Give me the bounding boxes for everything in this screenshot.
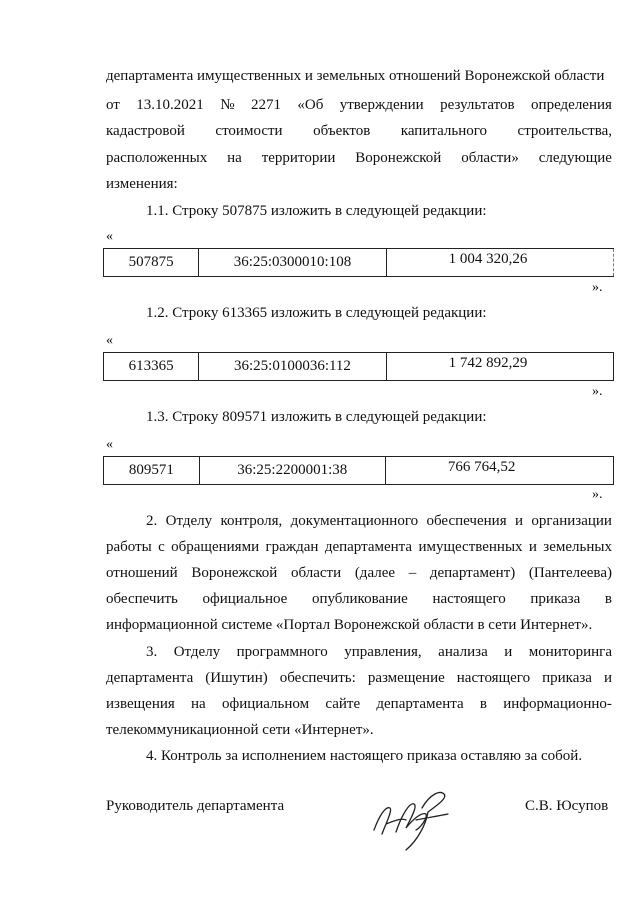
close-quote: ». bbox=[592, 280, 603, 295]
word: приказа bbox=[542, 670, 592, 686]
item4-line: 4. Контроль за исполнением настоящего приказа оставляю за собой. bbox=[146, 748, 583, 764]
intro-line-2 bbox=[106, 97, 612, 114]
open-quote: « bbox=[106, 437, 113, 452]
word: Отделу bbox=[165, 513, 213, 529]
word: программного bbox=[236, 644, 328, 660]
row-number: 613365 bbox=[104, 353, 199, 381]
word: обеспечения bbox=[426, 513, 507, 529]
word: с bbox=[158, 539, 165, 555]
table-row bbox=[104, 249, 614, 277]
word: и bbox=[603, 670, 612, 686]
word: работы bbox=[106, 539, 152, 555]
word: департамента bbox=[106, 670, 194, 686]
word: департамент) bbox=[429, 565, 516, 581]
word: организации bbox=[531, 513, 612, 529]
close-quote: ». bbox=[592, 384, 603, 399]
word: области bbox=[291, 565, 342, 581]
word: кадастровой bbox=[106, 123, 185, 139]
cadastral-number: 36:25:0300010:108 bbox=[199, 249, 386, 277]
word: от bbox=[106, 97, 120, 113]
word: обеспечить bbox=[106, 591, 178, 607]
word: Воронежской bbox=[355, 150, 442, 166]
close-quote: ». bbox=[592, 487, 603, 502]
cadastral-number: 36:25:2200001:38 bbox=[199, 457, 385, 485]
amendment-table-3 bbox=[103, 456, 614, 485]
word: извещения bbox=[106, 696, 175, 712]
amendment-heading-3: 1.3. Строку 809571 изложить в следующей редакции: bbox=[146, 409, 487, 425]
intro-line-3 bbox=[106, 123, 612, 140]
item3-line-4: телекоммуникационной сети «Интернет». bbox=[106, 722, 374, 738]
word: мониторинга bbox=[528, 644, 612, 660]
word: обращениями bbox=[171, 539, 260, 555]
item2-line-1 bbox=[146, 513, 612, 530]
word: утверждении bbox=[339, 97, 424, 113]
word: и bbox=[528, 539, 537, 555]
word: Воронежской bbox=[191, 565, 278, 581]
word: отношений bbox=[106, 565, 178, 581]
word: размещение bbox=[367, 670, 445, 686]
amendment-heading-2: 1.2. Строку 613365 изложить в следующей редакции: bbox=[146, 305, 487, 321]
word: – bbox=[408, 565, 417, 581]
word: контроля, bbox=[220, 513, 283, 529]
word: определения bbox=[531, 97, 612, 113]
word: в bbox=[479, 696, 487, 712]
item2-line-4 bbox=[106, 591, 612, 608]
word: «Об bbox=[297, 97, 324, 113]
intro-line-1: департамента имущественных и земельных отношений Воронежской области bbox=[106, 68, 605, 84]
open-quote: « bbox=[106, 229, 113, 244]
word: граждан bbox=[265, 539, 319, 555]
item3-line-2 bbox=[106, 670, 612, 687]
word: приказа bbox=[530, 591, 581, 607]
word: управления, bbox=[344, 644, 422, 660]
word: области» bbox=[461, 150, 519, 166]
item2-line-5: информационной системе «Портал Воронежской области в сети Интернет». bbox=[106, 617, 593, 633]
word: информационно- bbox=[503, 696, 612, 712]
word: (Ишутин) bbox=[205, 670, 268, 686]
row-number: 809571 bbox=[104, 457, 200, 485]
row-number: 507875 bbox=[104, 249, 199, 277]
word: и bbox=[504, 644, 513, 660]
word: на bbox=[227, 150, 242, 166]
item2-line-2 bbox=[106, 539, 612, 556]
word: 2. bbox=[146, 513, 158, 529]
word: 3. bbox=[146, 644, 158, 660]
word: настоящего bbox=[456, 670, 531, 686]
word: (далее bbox=[354, 565, 396, 581]
item3-line-3 bbox=[106, 696, 612, 713]
word: расположенных bbox=[106, 150, 208, 166]
amendment-table-1 bbox=[103, 248, 614, 277]
word: следующие bbox=[538, 150, 612, 166]
intro-line-5: изменения: bbox=[106, 176, 178, 192]
word: имущественных bbox=[418, 539, 523, 555]
word: земельных bbox=[543, 539, 612, 555]
open-quote: « bbox=[106, 333, 113, 348]
word: 2271 bbox=[250, 97, 281, 113]
word: № bbox=[220, 97, 235, 113]
word: официальное bbox=[202, 591, 288, 607]
word: департамента bbox=[376, 696, 464, 712]
word: официальном bbox=[221, 696, 310, 712]
item2-line-3 bbox=[106, 565, 612, 582]
item3-line-1 bbox=[146, 644, 612, 661]
word: в bbox=[604, 591, 612, 607]
signatory-name: С.В. Юсупов bbox=[525, 798, 609, 814]
word: (Пантелеева) bbox=[528, 565, 612, 581]
amendment-table-2 bbox=[103, 352, 614, 381]
signatory-position: Руководитель департамента bbox=[106, 798, 285, 814]
word: и bbox=[514, 513, 524, 529]
word: Отделу bbox=[173, 644, 221, 660]
word: настоящего bbox=[432, 591, 506, 607]
word: на bbox=[191, 696, 206, 712]
word: капитального bbox=[400, 123, 488, 139]
cadastral-number: 36:25:0100036:112 bbox=[199, 353, 386, 381]
amendment-heading-1: 1.1. Строку 507875 изложить в следующей редакции: bbox=[146, 203, 487, 219]
word: документационного bbox=[290, 513, 419, 529]
word: опубликование bbox=[311, 591, 408, 607]
word: объектов bbox=[313, 123, 371, 139]
cadastral-value: 1 004 320,26 bbox=[386, 249, 613, 277]
cadastral-value: 1 742 892,29 bbox=[386, 353, 613, 381]
word: территории bbox=[261, 150, 336, 166]
table-row bbox=[104, 457, 614, 485]
table-row bbox=[104, 353, 614, 381]
word: результатов bbox=[440, 97, 515, 113]
word: сайте bbox=[325, 696, 361, 712]
word: строительства, bbox=[517, 123, 612, 139]
word: анализа bbox=[438, 644, 488, 660]
word: департамента bbox=[324, 539, 413, 555]
word: 13.10.2021 bbox=[136, 97, 204, 113]
cadastral-value: 766 764,52 bbox=[385, 457, 613, 485]
word: обеспечить: bbox=[279, 670, 356, 686]
intro-line-4 bbox=[106, 150, 612, 167]
word: стоимости bbox=[215, 123, 283, 139]
handwritten-signature bbox=[366, 784, 456, 854]
